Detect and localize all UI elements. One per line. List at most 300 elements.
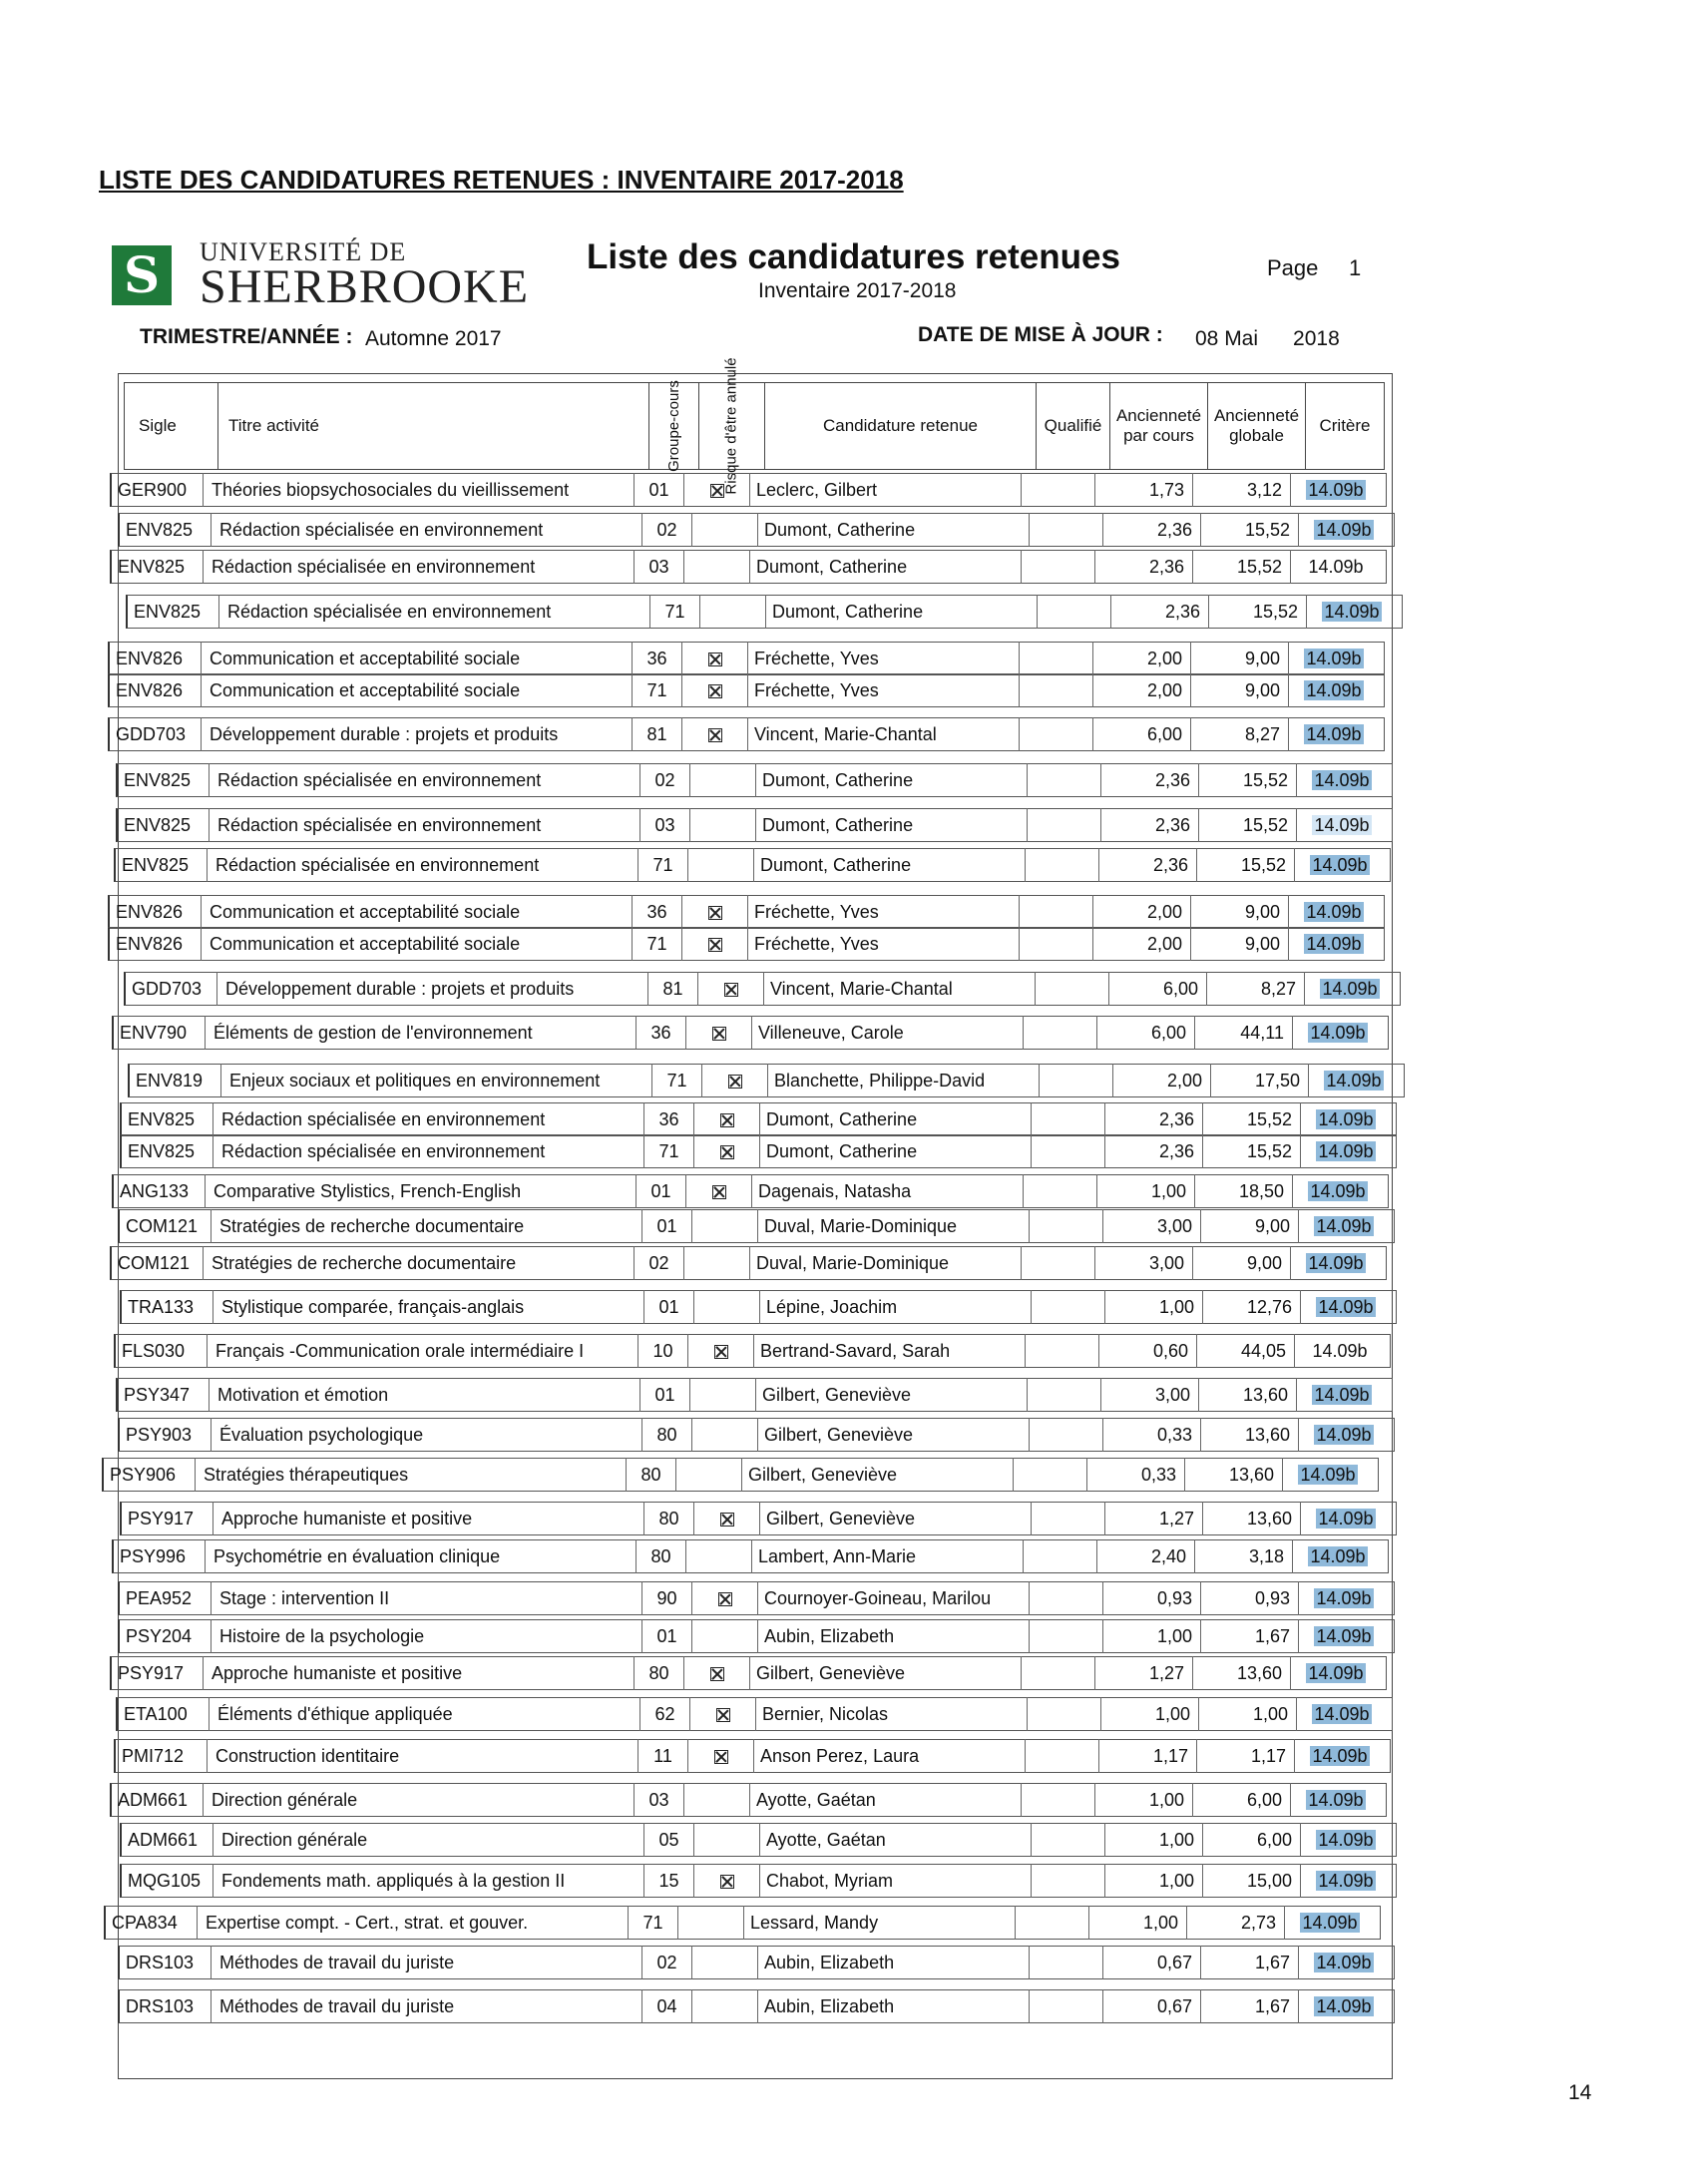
critere-value: 14.09b bbox=[1300, 1465, 1356, 1485]
cell-titre: Développement durable : projets et produits bbox=[217, 972, 648, 1006]
cell-groupe: 80 bbox=[644, 1502, 694, 1535]
table-row bbox=[114, 1739, 1401, 1773]
cell-anc_globale: 18,50 bbox=[1195, 1174, 1293, 1208]
cell-groupe: 71 bbox=[629, 1906, 678, 1940]
cell-candidat: Gilbert, Geneviève bbox=[756, 1378, 1028, 1412]
cell-risque bbox=[698, 972, 764, 1006]
cell-groupe: 36 bbox=[644, 1102, 694, 1136]
cell-candidat: Leclerc, Gilbert bbox=[750, 473, 1022, 507]
cell-sigle: CPA834 bbox=[104, 1906, 198, 1940]
cell-critere bbox=[1289, 717, 1379, 751]
col-anc-cours: Ancienneté par cours bbox=[1110, 383, 1208, 469]
cell-qualifie bbox=[1032, 1134, 1105, 1168]
cell-anc_globale: 44,05 bbox=[1197, 1334, 1295, 1368]
term-value: Automne 2017 bbox=[365, 327, 502, 350]
checked-box-icon bbox=[708, 653, 722, 666]
cell-groupe: 10 bbox=[638, 1334, 688, 1368]
cell-candidat: Gilbert, Geneviève bbox=[742, 1458, 1014, 1492]
cell-titre: Stratégies de recherche documentaire bbox=[204, 1246, 635, 1280]
cell-qualifie bbox=[1020, 642, 1093, 675]
cell-anc_cours: 1,27 bbox=[1095, 1656, 1193, 1690]
cell-sigle: ENV819 bbox=[128, 1064, 221, 1097]
cell-sigle: COM121 bbox=[118, 1209, 212, 1243]
table-row bbox=[126, 595, 1413, 629]
cell-critere bbox=[1299, 1581, 1389, 1615]
table-row bbox=[110, 1783, 1397, 1817]
cell-titre: Communication et acceptabilité sociale bbox=[202, 642, 633, 675]
cell-groupe: 71 bbox=[633, 927, 682, 961]
critere-value: 14.09b bbox=[1316, 1996, 1372, 2016]
cell-risque bbox=[692, 1946, 758, 1979]
cell-titre: Rédaction spécialisée en environnement bbox=[212, 513, 642, 547]
cell-candidat: Aubin, Elizabeth bbox=[758, 1946, 1030, 1979]
cell-risque bbox=[684, 1783, 750, 1817]
cell-critere bbox=[1299, 1989, 1389, 2023]
cell-groupe: 36 bbox=[636, 1016, 686, 1050]
cell-anc_cours: 2,00 bbox=[1113, 1064, 1211, 1097]
cell-critere bbox=[1289, 895, 1379, 929]
cell-critere bbox=[1295, 1334, 1385, 1368]
cell-titre: Méthodes de travail du juriste bbox=[212, 1946, 642, 1979]
cell-critere bbox=[1299, 1619, 1389, 1653]
cell-anc_globale: 9,00 bbox=[1191, 927, 1289, 961]
cell-titre: Communication et acceptabilité sociale bbox=[202, 895, 633, 929]
cell-groupe: 02 bbox=[635, 1246, 684, 1280]
table-row bbox=[118, 1946, 1405, 1979]
cell-titre: Rédaction spécialisée en environnement bbox=[213, 1134, 644, 1168]
cell-groupe: 71 bbox=[652, 1064, 702, 1097]
cell-sigle: PSY204 bbox=[118, 1619, 212, 1653]
cell-qualifie bbox=[1028, 1697, 1101, 1731]
cell-anc_cours: 2,00 bbox=[1093, 927, 1191, 961]
cell-anc_cours: 3,00 bbox=[1095, 1246, 1193, 1280]
cell-sigle: ENV825 bbox=[120, 1102, 213, 1136]
term-label: TRIMESTRE/ANNÉE : bbox=[140, 325, 353, 348]
critere-value: 14.09b bbox=[1306, 680, 1362, 700]
cell-risque bbox=[694, 1290, 760, 1324]
cell-critere bbox=[1293, 1174, 1383, 1208]
cell-critere bbox=[1297, 1378, 1387, 1412]
cell-anc_cours: 0,33 bbox=[1103, 1418, 1201, 1452]
table-row bbox=[118, 1619, 1405, 1653]
cell-anc_globale: 1,17 bbox=[1197, 1739, 1295, 1773]
cell-sigle: MQG105 bbox=[120, 1864, 213, 1898]
cell-titre: Comparative Stylistics, French-English bbox=[206, 1174, 636, 1208]
cell-anc_globale: 13,60 bbox=[1193, 1656, 1291, 1690]
checked-box-icon bbox=[720, 1875, 734, 1889]
cell-anc_globale: 17,50 bbox=[1211, 1064, 1309, 1097]
cell-anc_cours: 1,00 bbox=[1105, 1290, 1203, 1324]
cell-anc_globale: 6,00 bbox=[1193, 1783, 1291, 1817]
cell-sigle: ADM661 bbox=[110, 1783, 204, 1817]
critere-value: 14.09b bbox=[1318, 1830, 1374, 1850]
cell-titre: Approche humaniste et positive bbox=[204, 1656, 635, 1690]
cell-anc_cours: 1,00 bbox=[1101, 1697, 1199, 1731]
report-header bbox=[100, 231, 1387, 351]
table-row bbox=[120, 1102, 1407, 1136]
cell-groupe: 03 bbox=[640, 808, 690, 842]
cell-anc_globale: 1,00 bbox=[1199, 1697, 1297, 1731]
cell-titre: Méthodes de travail du juriste bbox=[212, 1989, 642, 2023]
critere-value: 14.09b bbox=[1314, 1385, 1370, 1405]
table-row bbox=[128, 1064, 1415, 1097]
cell-anc_globale: 15,52 bbox=[1209, 595, 1307, 629]
cell-anc_globale: 15,52 bbox=[1203, 1102, 1301, 1136]
cell-candidat: Cournoyer-Goineau, Marilou bbox=[758, 1581, 1030, 1615]
cell-qualifie bbox=[1030, 1619, 1103, 1653]
cell-anc_cours: 2,36 bbox=[1099, 848, 1197, 882]
cell-anc_cours: 6,00 bbox=[1097, 1016, 1195, 1050]
cell-groupe: 01 bbox=[644, 1290, 694, 1324]
cell-critere bbox=[1301, 1290, 1391, 1324]
cell-titre: Stage : intervention II bbox=[212, 1581, 642, 1615]
cell-anc_cours: 2,36 bbox=[1111, 595, 1209, 629]
cell-critere bbox=[1301, 1102, 1391, 1136]
cell-qualifie bbox=[1020, 717, 1093, 751]
checked-box-icon bbox=[714, 1345, 728, 1359]
cell-anc_cours: 2,40 bbox=[1097, 1539, 1195, 1573]
cell-candidat: Gilbert, Geneviève bbox=[760, 1502, 1032, 1535]
cell-risque bbox=[688, 1739, 754, 1773]
table-row bbox=[116, 1697, 1403, 1731]
cell-groupe: 62 bbox=[640, 1697, 690, 1731]
cell-anc_globale: 9,00 bbox=[1193, 1246, 1291, 1280]
cell-anc_globale: 44,11 bbox=[1195, 1016, 1293, 1050]
cell-candidat: Lambert, Ann-Marie bbox=[752, 1539, 1024, 1573]
cell-groupe: 36 bbox=[633, 642, 682, 675]
critere-value: 14.09b bbox=[1316, 1216, 1372, 1236]
critere-value: 14.09b bbox=[1306, 649, 1362, 668]
critere-value: 14.09b bbox=[1314, 1704, 1370, 1724]
cell-titre: Communication et acceptabilité sociale bbox=[202, 673, 633, 707]
cell-anc_cours: 2,00 bbox=[1093, 673, 1191, 707]
cell-critere bbox=[1289, 642, 1379, 675]
critere-value: 14.09b bbox=[1306, 724, 1362, 744]
cell-candidat: Ayotte, Gaétan bbox=[760, 1823, 1032, 1857]
cell-sigle: GER900 bbox=[110, 473, 204, 507]
cell-candidat: Chabot, Myriam bbox=[760, 1864, 1032, 1898]
cell-risque bbox=[690, 1697, 756, 1731]
cell-risque bbox=[690, 808, 756, 842]
university-logo: S bbox=[112, 245, 172, 305]
cell-qualifie bbox=[1020, 895, 1093, 929]
cell-sigle: GDD703 bbox=[124, 972, 217, 1006]
cell-risque bbox=[692, 1619, 758, 1653]
cell-risque bbox=[684, 1656, 750, 1690]
cell-qualifie bbox=[1032, 1102, 1105, 1136]
critere-value: 14.09b bbox=[1318, 1297, 1374, 1317]
cell-candidat: Dumont, Catherine bbox=[756, 808, 1028, 842]
cell-candidat: Anson Perez, Laura bbox=[754, 1739, 1026, 1773]
cell-risque bbox=[686, 1174, 752, 1208]
cell-anc_cours: 3,00 bbox=[1101, 1378, 1199, 1412]
cell-qualifie bbox=[1028, 1378, 1101, 1412]
cell-risque bbox=[690, 1378, 756, 1412]
cell-sigle: FLS030 bbox=[114, 1334, 208, 1368]
table-row bbox=[116, 1378, 1403, 1412]
cell-candidat: Aubin, Elizabeth bbox=[758, 1989, 1030, 2023]
cell-groupe: 01 bbox=[642, 1209, 692, 1243]
cell-anc_cours: 1,00 bbox=[1095, 1783, 1193, 1817]
critere-value: 14.09b bbox=[1310, 1181, 1366, 1201]
col-anc-globale: Ancienneté globale bbox=[1208, 383, 1306, 469]
cell-risque bbox=[682, 895, 748, 929]
cell-critere bbox=[1291, 550, 1381, 584]
col-qualifie: Qualifié bbox=[1037, 383, 1110, 469]
critere-value: 14.09b bbox=[1312, 1341, 1368, 1361]
cell-risque bbox=[688, 848, 754, 882]
cell-sigle: ENV825 bbox=[120, 1134, 213, 1168]
cell-groupe: 80 bbox=[627, 1458, 676, 1492]
critere-value: 14.09b bbox=[1306, 902, 1362, 922]
cell-anc_cours: 2,36 bbox=[1101, 808, 1199, 842]
cell-qualifie bbox=[1022, 1656, 1095, 1690]
cell-critere bbox=[1305, 972, 1395, 1006]
cell-anc_globale: 15,52 bbox=[1193, 550, 1291, 584]
cell-risque bbox=[678, 1906, 744, 1940]
cell-qualifie bbox=[1022, 1783, 1095, 1817]
cell-groupe: 90 bbox=[642, 1581, 692, 1615]
cell-titre: Rédaction spécialisée en environnement bbox=[210, 763, 640, 797]
checked-box-icon bbox=[712, 1027, 726, 1041]
cell-anc_cours: 2,36 bbox=[1101, 763, 1199, 797]
table-row bbox=[120, 1290, 1407, 1324]
cell-candidat: Gilbert, Geneviève bbox=[750, 1656, 1022, 1690]
cell-sigle: ENV826 bbox=[108, 673, 202, 707]
cell-critere bbox=[1297, 808, 1387, 842]
cell-qualifie bbox=[1036, 972, 1109, 1006]
page-number: 14 bbox=[1568, 2081, 1592, 2104]
table-row bbox=[116, 763, 1403, 797]
cell-candidat: Dagenais, Natasha bbox=[752, 1174, 1024, 1208]
cell-qualifie bbox=[1030, 513, 1103, 547]
critere-value: 14.09b bbox=[1308, 557, 1364, 577]
cell-titre: Stratégies de recherche documentaire bbox=[212, 1209, 642, 1243]
cell-qualifie bbox=[1014, 1458, 1087, 1492]
table-row bbox=[108, 927, 1395, 961]
cell-sigle: ADM661 bbox=[120, 1823, 213, 1857]
critere-value: 14.09b bbox=[1302, 1913, 1358, 1933]
cell-qualifie bbox=[1016, 1906, 1089, 1940]
cell-anc_globale: 15,00 bbox=[1203, 1864, 1301, 1898]
cell-candidat: Lessard, Mandy bbox=[744, 1906, 1016, 1940]
critere-value: 14.09b bbox=[1308, 480, 1364, 500]
cell-anc_globale: 12,76 bbox=[1203, 1290, 1301, 1324]
cell-anc_globale: 15,52 bbox=[1203, 1134, 1301, 1168]
table-row bbox=[108, 717, 1395, 751]
cell-risque bbox=[676, 1458, 742, 1492]
cell-sigle: DRS103 bbox=[118, 1946, 212, 1979]
cell-qualifie bbox=[1024, 1016, 1097, 1050]
cell-critere bbox=[1297, 763, 1387, 797]
cell-candidat: Bertrand-Savard, Sarah bbox=[754, 1334, 1026, 1368]
cell-qualifie bbox=[1030, 1418, 1103, 1452]
cell-groupe: 11 bbox=[638, 1739, 688, 1773]
checked-box-icon bbox=[708, 684, 722, 698]
table-row bbox=[112, 1539, 1399, 1573]
cell-qualifie bbox=[1022, 550, 1095, 584]
cell-titre: Rédaction spécialisée en environnement bbox=[208, 848, 638, 882]
cell-risque bbox=[684, 473, 750, 507]
cell-groupe: 71 bbox=[633, 673, 682, 707]
critere-value: 14.09b bbox=[1318, 1871, 1374, 1891]
cell-anc_globale: 9,00 bbox=[1191, 895, 1289, 929]
critere-value: 14.09b bbox=[1318, 1109, 1374, 1129]
cell-qualifie bbox=[1026, 848, 1099, 882]
checked-box-icon bbox=[712, 1185, 726, 1199]
cell-anc_cours: 2,00 bbox=[1093, 642, 1191, 675]
cell-groupe: 81 bbox=[648, 972, 698, 1006]
cell-anc_cours: 1,00 bbox=[1103, 1619, 1201, 1653]
cell-candidat: Fréchette, Yves bbox=[748, 673, 1020, 707]
cell-groupe: 03 bbox=[635, 550, 684, 584]
table-row bbox=[120, 1502, 1407, 1535]
cell-anc_globale: 1,67 bbox=[1201, 1619, 1299, 1653]
table-row bbox=[114, 848, 1401, 882]
critere-value: 14.09b bbox=[1318, 1141, 1374, 1161]
cell-groupe: 71 bbox=[650, 595, 700, 629]
cell-titre: Approche humaniste et positive bbox=[213, 1502, 644, 1535]
cell-sigle: GDD703 bbox=[108, 717, 202, 751]
critere-value: 14.09b bbox=[1322, 979, 1378, 999]
critere-value: 14.09b bbox=[1306, 934, 1362, 954]
table-row bbox=[104, 1906, 1391, 1940]
cell-candidat: Vincent, Marie-Chantal bbox=[764, 972, 1036, 1006]
table-row bbox=[108, 673, 1395, 707]
cell-anc_globale: 9,00 bbox=[1191, 642, 1289, 675]
critere-value: 14.09b bbox=[1308, 1663, 1364, 1683]
cell-risque bbox=[694, 1102, 760, 1136]
checked-box-icon bbox=[708, 728, 722, 742]
checked-box-icon bbox=[708, 906, 722, 920]
page-label: Page 1 bbox=[1267, 255, 1362, 280]
cell-anc_globale: 6,00 bbox=[1203, 1823, 1301, 1857]
cell-groupe: 80 bbox=[636, 1539, 686, 1573]
cell-qualifie bbox=[1024, 1539, 1097, 1573]
table-row bbox=[124, 972, 1411, 1006]
cell-sigle: ENV825 bbox=[110, 550, 204, 584]
cell-anc_cours: 2,36 bbox=[1095, 550, 1193, 584]
cell-qualifie bbox=[1028, 808, 1101, 842]
cell-critere bbox=[1293, 1016, 1383, 1050]
cell-critere bbox=[1307, 595, 1397, 629]
cell-titre: Motivation et émotion bbox=[210, 1378, 640, 1412]
cell-candidat: Aubin, Elizabeth bbox=[758, 1619, 1030, 1653]
cell-anc_cours: 0,67 bbox=[1103, 1946, 1201, 1979]
cell-groupe: 71 bbox=[638, 848, 688, 882]
cell-anc_globale: 0,93 bbox=[1201, 1581, 1299, 1615]
cell-risque bbox=[682, 673, 748, 707]
cell-candidat: Villeneuve, Carole bbox=[752, 1016, 1024, 1050]
checked-box-icon bbox=[710, 484, 724, 498]
cell-qualifie bbox=[1032, 1864, 1105, 1898]
critere-value: 14.09b bbox=[1312, 1746, 1368, 1766]
cell-sigle: ENV825 bbox=[118, 513, 212, 547]
cell-groupe: 80 bbox=[635, 1656, 684, 1690]
cell-groupe: 04 bbox=[642, 1989, 692, 2023]
critere-value: 14.09b bbox=[1326, 1071, 1382, 1091]
cell-sigle: PSY906 bbox=[102, 1458, 196, 1492]
cell-critere bbox=[1289, 927, 1379, 961]
cell-candidat: Dumont, Catherine bbox=[766, 595, 1038, 629]
cell-titre: Rédaction spécialisée en environnement bbox=[219, 595, 650, 629]
cell-candidat: Fréchette, Yves bbox=[748, 642, 1020, 675]
cell-risque bbox=[692, 1209, 758, 1243]
cell-anc_globale: 15,52 bbox=[1201, 513, 1299, 547]
cell-anc_cours: 2,00 bbox=[1093, 895, 1191, 929]
cell-anc_globale: 1,67 bbox=[1201, 1946, 1299, 1979]
col-critere: Critère bbox=[1319, 416, 1371, 435]
cell-anc_cours: 1,27 bbox=[1105, 1502, 1203, 1535]
checked-box-icon bbox=[720, 1513, 734, 1527]
cell-risque bbox=[694, 1134, 760, 1168]
cell-groupe: 01 bbox=[640, 1378, 690, 1412]
critere-value: 14.09b bbox=[1316, 1953, 1372, 1972]
cell-anc_globale: 8,27 bbox=[1207, 972, 1305, 1006]
checked-box-icon bbox=[720, 1113, 734, 1127]
cell-qualifie bbox=[1026, 1334, 1099, 1368]
cell-sigle: ENV825 bbox=[126, 595, 219, 629]
cell-qualifie bbox=[1030, 1581, 1103, 1615]
cell-anc_cours: 0,67 bbox=[1103, 1989, 1201, 2023]
cell-groupe: 02 bbox=[642, 1946, 692, 1979]
table-row bbox=[118, 1418, 1405, 1452]
cell-candidat: Dumont, Catherine bbox=[758, 513, 1030, 547]
cell-anc_cours: 3,00 bbox=[1103, 1209, 1201, 1243]
cell-titre: Français -Communication orale intermédiaire I bbox=[208, 1334, 638, 1368]
table-row bbox=[120, 1823, 1407, 1857]
cell-groupe: 15 bbox=[644, 1864, 694, 1898]
table-row bbox=[110, 1656, 1397, 1690]
cell-qualifie bbox=[1032, 1502, 1105, 1535]
critere-value: 14.09b bbox=[1314, 770, 1370, 790]
table-row bbox=[118, 1209, 1405, 1243]
cell-groupe: 02 bbox=[642, 513, 692, 547]
cell-groupe: 01 bbox=[635, 473, 684, 507]
cell-anc_cours: 1,00 bbox=[1097, 1174, 1195, 1208]
cell-sigle: ENV825 bbox=[114, 848, 208, 882]
cell-groupe: 01 bbox=[636, 1174, 686, 1208]
cell-qualifie bbox=[1022, 1246, 1095, 1280]
critere-value: 14.09b bbox=[1324, 602, 1380, 622]
cell-anc_globale: 3,18 bbox=[1195, 1539, 1293, 1573]
cell-qualifie bbox=[1038, 595, 1111, 629]
cell-anc_cours: 1,00 bbox=[1089, 1906, 1187, 1940]
cell-critere bbox=[1309, 1064, 1399, 1097]
critere-value: 14.09b bbox=[1316, 1588, 1372, 1608]
cell-titre: Enjeux sociaux et politiques en environnement bbox=[221, 1064, 652, 1097]
cell-risque bbox=[682, 927, 748, 961]
cell-critere bbox=[1289, 673, 1379, 707]
cell-sigle: ETA100 bbox=[116, 1697, 210, 1731]
cell-candidat: Dumont, Catherine bbox=[760, 1134, 1032, 1168]
cell-sigle: ENV826 bbox=[108, 895, 202, 929]
table-row bbox=[120, 1134, 1407, 1168]
cell-critere bbox=[1295, 1739, 1385, 1773]
cell-critere bbox=[1291, 473, 1381, 507]
cell-sigle: DRS103 bbox=[118, 1989, 212, 2023]
cell-sigle: PSY917 bbox=[120, 1502, 213, 1535]
cell-risque bbox=[682, 717, 748, 751]
cell-anc_globale: 9,00 bbox=[1191, 673, 1289, 707]
cell-titre: Évaluation psychologique bbox=[212, 1418, 642, 1452]
cell-critere bbox=[1295, 848, 1385, 882]
table-row bbox=[102, 1458, 1389, 1492]
col-groupe: Groupe-cours bbox=[649, 383, 699, 469]
table-row bbox=[118, 1581, 1405, 1615]
cell-sigle: PSY903 bbox=[118, 1418, 212, 1452]
cell-candidat: Dumont, Catherine bbox=[760, 1102, 1032, 1136]
